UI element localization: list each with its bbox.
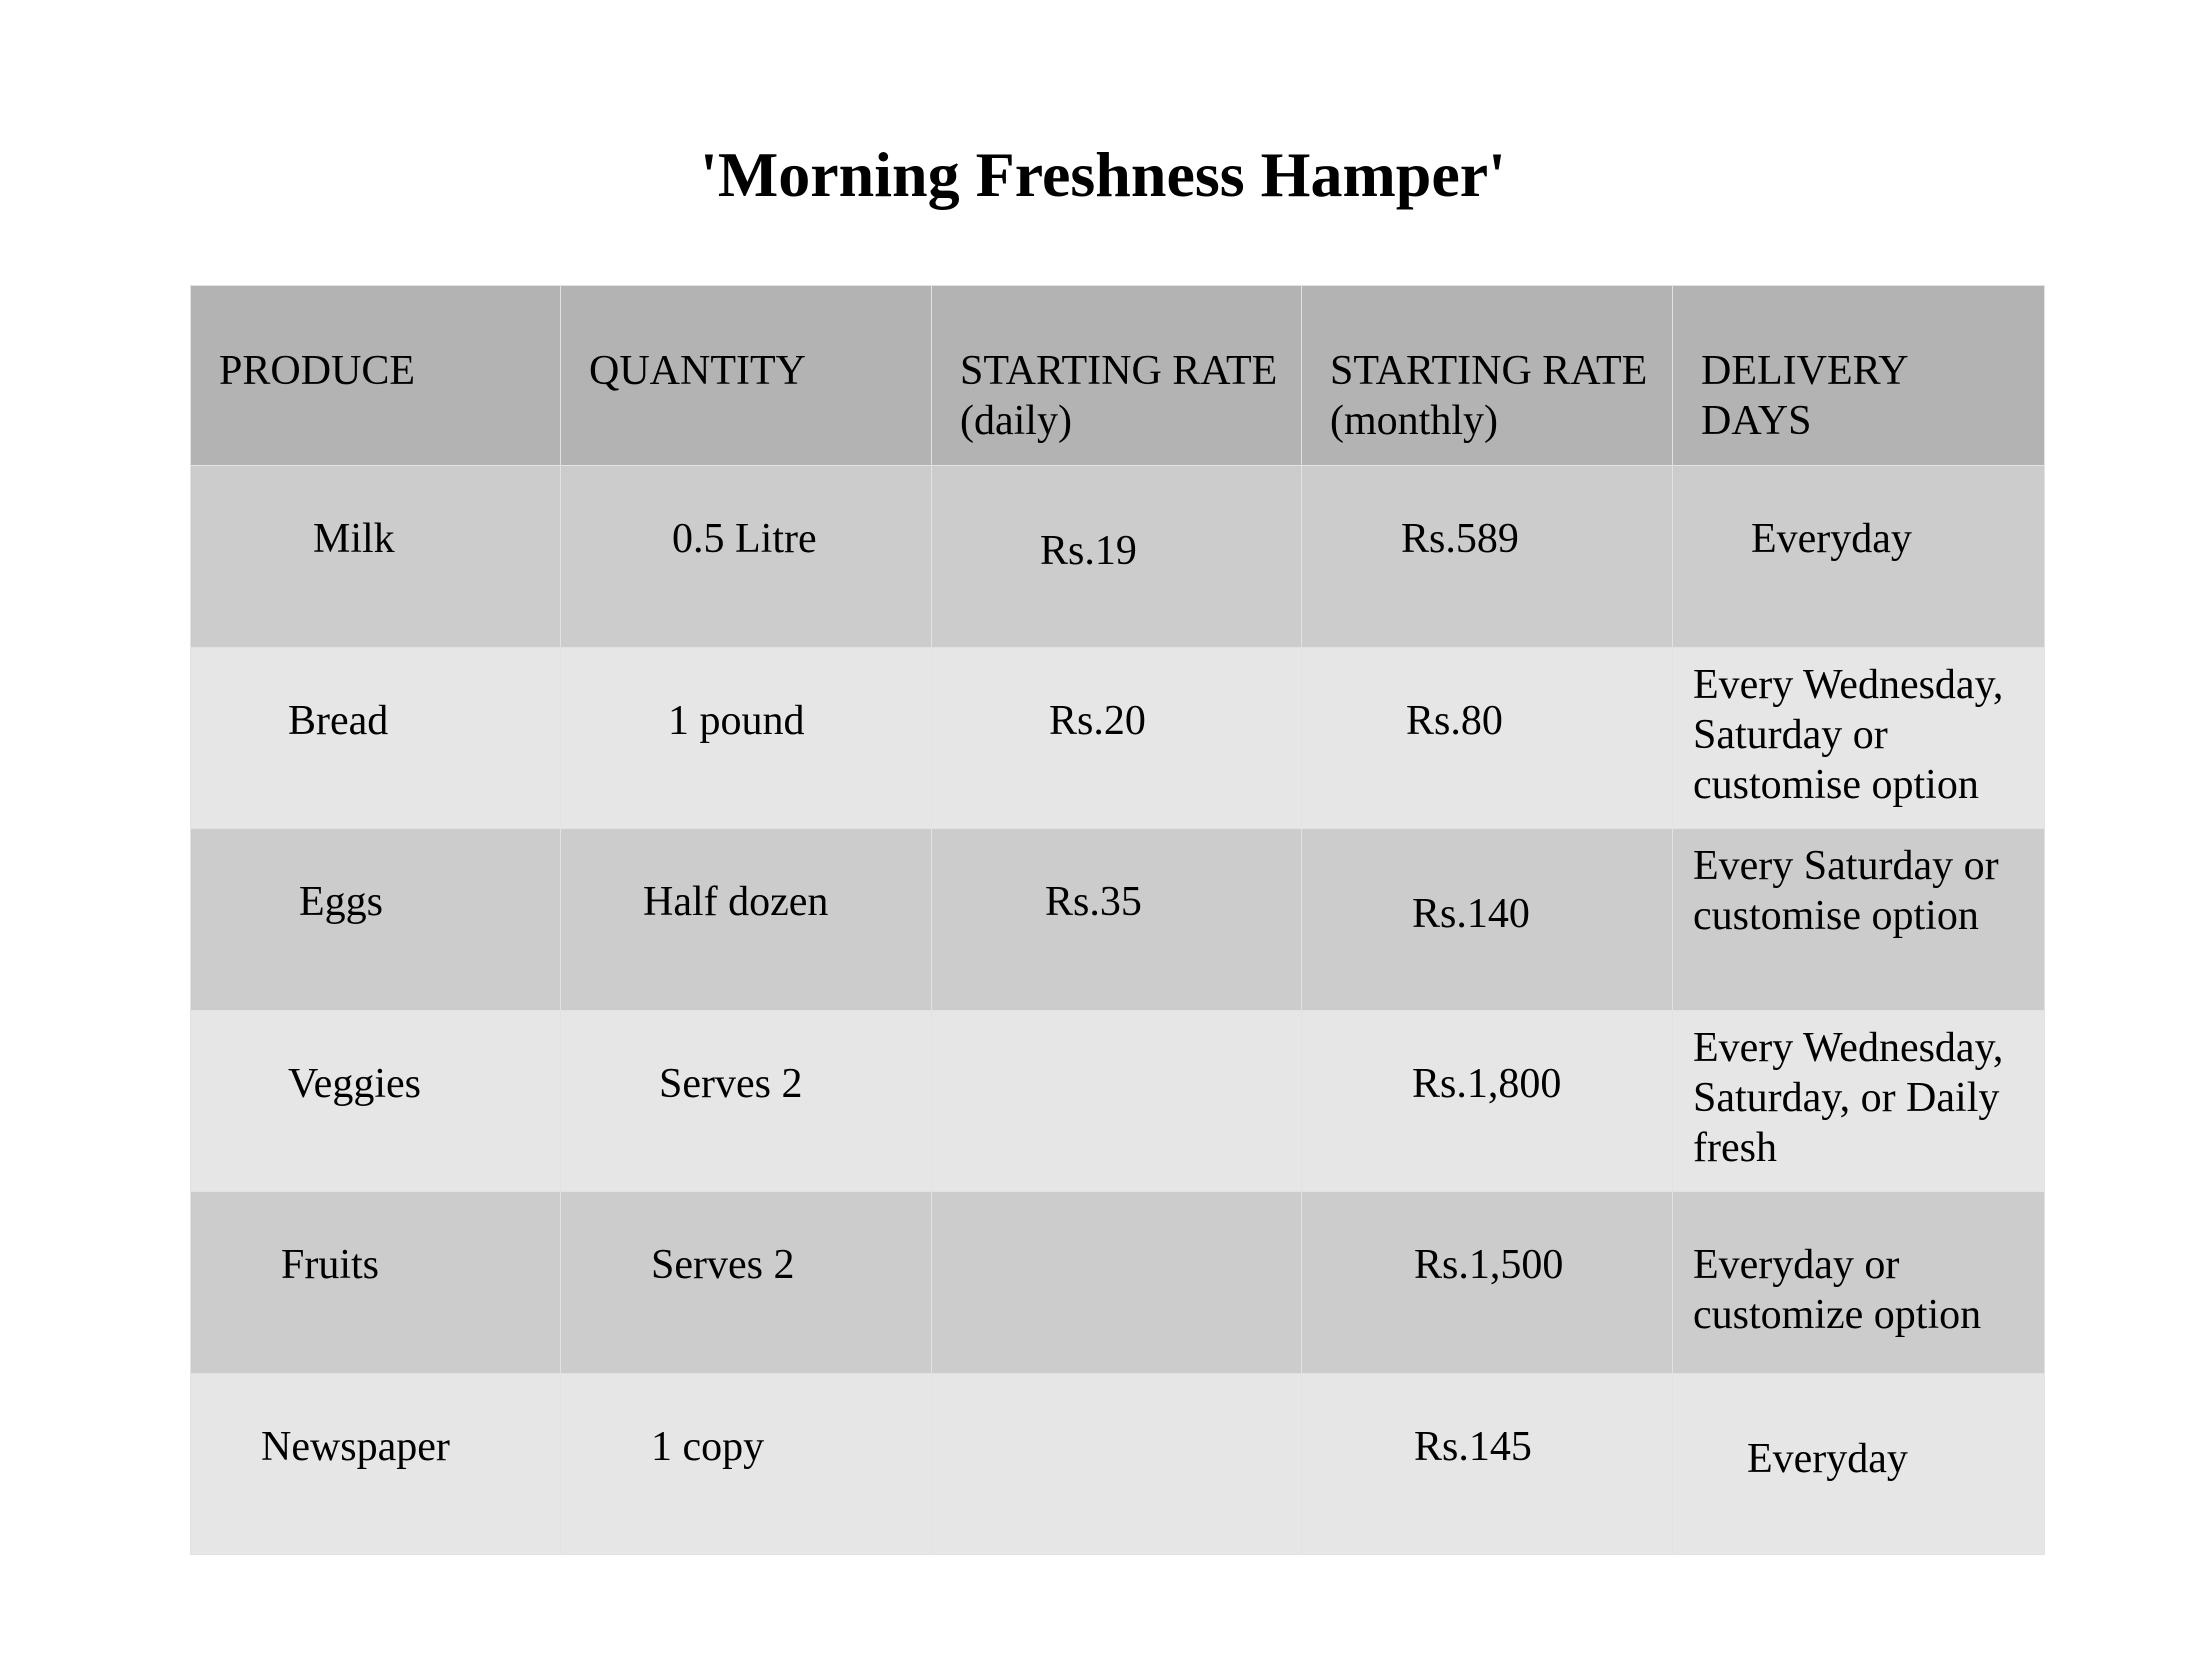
- header-quantity: QUANTITY: [561, 286, 932, 466]
- delivery-days-value: Every Wednesday, Saturday, or Daily fresh: [1693, 1024, 2004, 1171]
- cell-produce: [191, 466, 561, 648]
- produce-value: Bread: [288, 697, 389, 744]
- cell-produce: [191, 829, 561, 1011]
- cell-rate-monthly: [1302, 466, 1673, 648]
- cell-rate-daily: [932, 829, 1302, 1011]
- quantity-value: 1 pound: [668, 697, 805, 744]
- rate-daily-value: Rs.35: [1045, 879, 1142, 925]
- cell-rate-monthly: [1302, 1373, 1673, 1555]
- cell-quantity: [561, 466, 932, 648]
- quantity-value: Serves 2: [651, 1242, 795, 1288]
- table-row: [191, 1010, 2045, 1192]
- cell-delivery-days: [1673, 647, 2045, 829]
- cell-produce: [191, 647, 561, 829]
- table-row: [191, 829, 2045, 1011]
- table-row: [191, 466, 2045, 648]
- cell-quantity: [561, 1192, 932, 1374]
- rate-monthly-value: Rs.1,500: [1414, 1242, 1564, 1288]
- rate-monthly-value: Rs.1,800: [1412, 1060, 1562, 1107]
- cell-produce: [191, 1010, 561, 1192]
- rate-monthly-value: Rs.140: [1412, 891, 1530, 937]
- produce-value: Eggs: [299, 879, 383, 925]
- produce-value: Milk: [313, 516, 395, 562]
- rate-monthly-value: Rs.145: [1414, 1423, 1532, 1470]
- rate-monthly-value: Rs.80: [1406, 697, 1503, 744]
- delivery-days-value: Every Wednesday, Saturday or customise option: [1693, 661, 2004, 808]
- cell-quantity: [561, 1373, 932, 1555]
- cell-delivery-days: [1673, 466, 2045, 648]
- quantity-value: Half dozen: [643, 879, 829, 925]
- quantity-value: Serves 2: [659, 1060, 803, 1107]
- cell-rate-daily: [932, 1373, 1302, 1555]
- cell-quantity: [561, 647, 932, 829]
- hamper-table: [190, 285, 2045, 1555]
- delivery-days-value: Everyday: [1751, 516, 1912, 562]
- produce-value: Fruits: [281, 1242, 380, 1288]
- table-row: [191, 1373, 2045, 1555]
- produce-value: Newspaper: [261, 1423, 450, 1470]
- delivery-days-value: Everyday: [1747, 1435, 1908, 1482]
- header-rate-daily: STARTING RATE (daily): [932, 286, 1302, 466]
- cell-rate-monthly: [1302, 647, 1673, 829]
- cell-rate-daily: [932, 647, 1302, 829]
- cell-delivery-days: [1673, 1010, 2045, 1192]
- cell-produce: [191, 1192, 561, 1374]
- header-delivery-days: DELIVERY DAYS: [1673, 286, 2045, 466]
- delivery-days-value: Everyday or customize option: [1693, 1242, 1982, 1338]
- rate-daily-value: Rs.19: [1040, 528, 1137, 574]
- produce-value: Veggies: [288, 1060, 421, 1107]
- cell-delivery-days: [1673, 829, 2045, 1011]
- cell-delivery-days: [1673, 1373, 2045, 1555]
- cell-rate-daily: [932, 1192, 1302, 1374]
- cell-produce: [191, 1373, 561, 1555]
- table-row: [191, 647, 2045, 829]
- table-header-row: [191, 286, 2045, 466]
- document-title: 'Morning Freshness Hamper': [700, 139, 1506, 210]
- cell-rate-monthly: [1302, 1192, 1673, 1374]
- cell-quantity: [561, 829, 932, 1011]
- cell-quantity: [561, 1010, 932, 1192]
- quantity-value: 0.5 Litre: [672, 516, 817, 562]
- table-row: [191, 1192, 2045, 1374]
- cell-delivery-days: [1673, 1192, 2045, 1374]
- cell-rate-monthly: [1302, 829, 1673, 1011]
- cell-rate-monthly: [1302, 1010, 1673, 1192]
- rate-daily-value: Rs.20: [1049, 697, 1146, 744]
- header-rate-monthly: STARTING RATE (monthly): [1302, 286, 1673, 466]
- cell-rate-daily: [932, 466, 1302, 648]
- delivery-days-value: Every Saturday or customise option: [1693, 843, 1999, 939]
- rate-monthly-value: Rs.589: [1401, 516, 1519, 562]
- cell-rate-daily: [932, 1010, 1302, 1192]
- header-produce: PRODUCE: [191, 286, 561, 466]
- quantity-value: 1 copy: [651, 1423, 765, 1470]
